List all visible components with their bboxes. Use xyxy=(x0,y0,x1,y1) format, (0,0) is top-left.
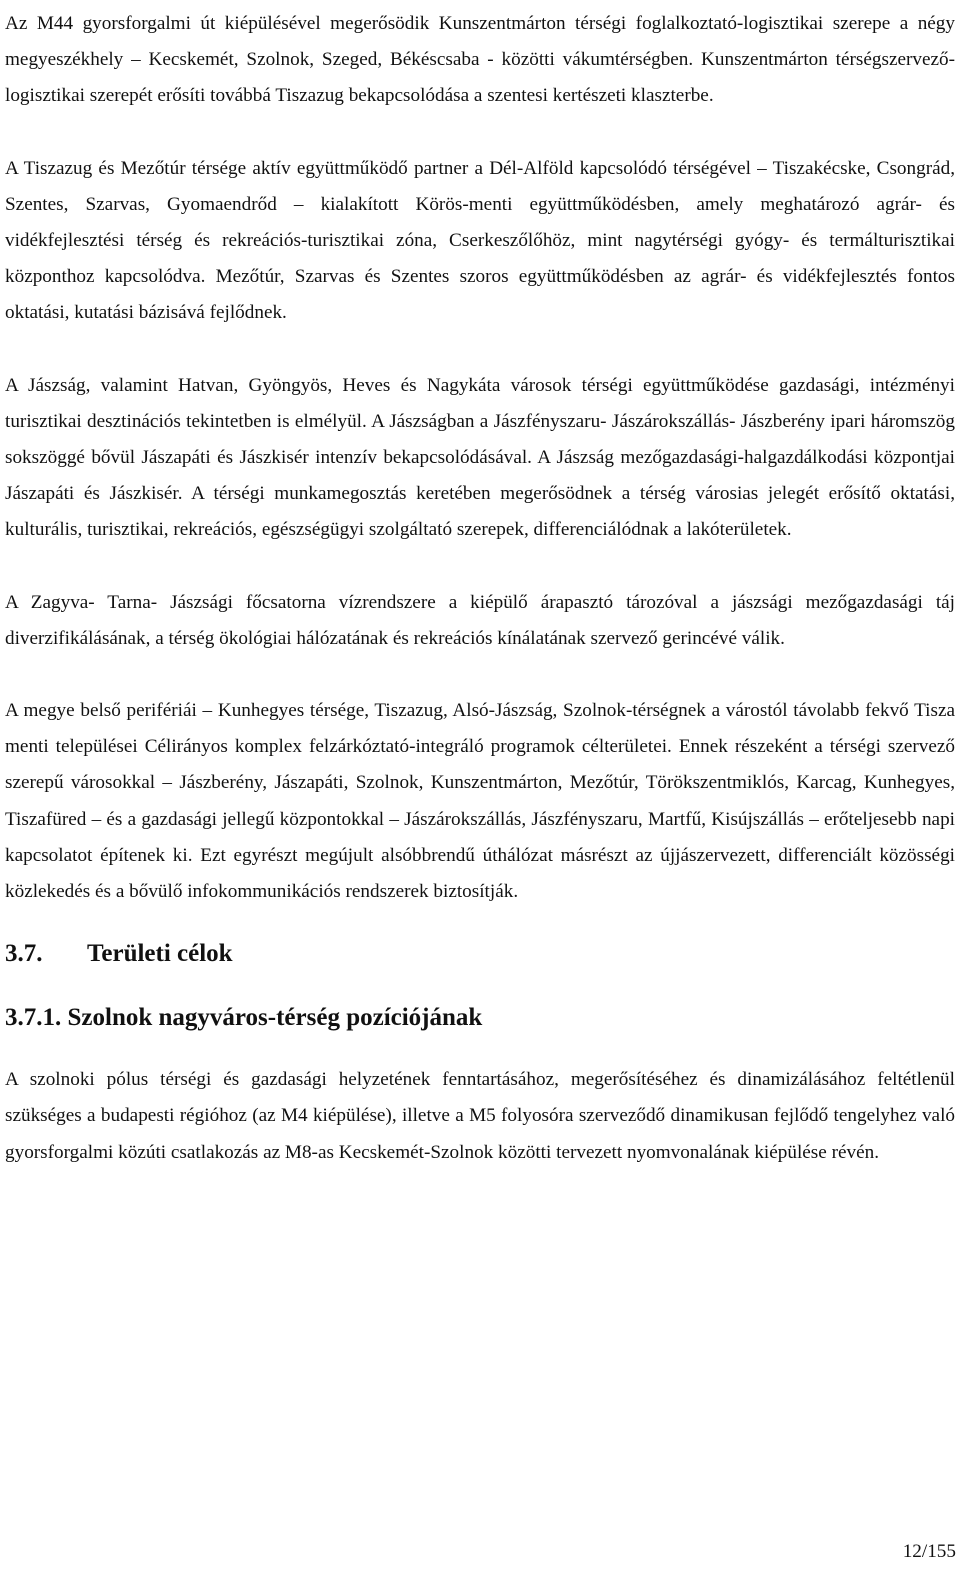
section-heading xyxy=(5,934,955,974)
paragraph-jaszsag: A Jászság, valamint Hatvan, Gyöngyös, Heves és Nagykáta városok térségi együttműködése gazdasági, intézményi turisztikai desztinációs tekintetben is elmélyül. A Jászságban a Jászfényszaru- Jászárokszállás- Jászberény ipari háromszög sokszöggé bővül Jászapáti és Jászkisér intenzív bekapcsolódásával. A Jászság mezőgazdasági-halgazdálkodási központjai Jászapáti és Jászkisér. A térségi munkamegosztás keretében megerősödnek a térség városias jelegét erősítő oktatási, kulturális, turisztikai, rekreációs, egészségügyi szolgáltató szerepek, differenciálódnak a lakóterületek. xyxy=(5,374,955,541)
paragraph-m44-kunszentmarton: Az M44 gyorsforgalmi út kiépülésével megerősödik Kunszentmárton térségi foglalkoztató-logisztikai szerepe a négy megyeszékhely – Kecskemét, Szolnok, Szeged, Békéscsaba - közötti vákumtérségben. Kunszentmárton térségszervező-logisztikai szerepét erősíti továbbá Tiszazug bekapcsolódása a szentesi kertészeti klaszterbe. xyxy=(5,13,955,107)
paragraph-spacer xyxy=(5,332,955,368)
heading-spacer xyxy=(5,910,955,934)
subsection-number: 3.7.1. xyxy=(5,1004,62,1032)
section-title: Területi célok xyxy=(87,940,233,968)
section-number: 3.7. xyxy=(5,940,43,968)
paragraph-spacer xyxy=(5,657,955,693)
page-number: 12/155 xyxy=(902,1541,956,1562)
subsection-title: Szolnok nagyváros-térség pozíciójának xyxy=(67,1004,483,1032)
paragraph-spacer xyxy=(5,549,955,585)
heading-spacer xyxy=(5,1038,955,1062)
subsection-heading xyxy=(5,998,955,1038)
paragraph-belso-periferiak: A megye belső perifériái – Kunhegyes térsége, Tiszazug, Alsó-Jászság, Szolnok-térségnek a várostól távolabb fekvő Tisza menti települései Célirányos komplex felzárkóztató-integráló programok célterületei. Ennek részeként a térségi szervező szerepű városokkal – Jászberény, Jászapáti, Szolnok, Kunszentmárton, Mezőtúr, Törökszentmiklós, Karcag, Kunhegyes, Tiszafüred – és a gazdasági jellegű központokkal – Jászárokszállás, Jászfényszaru, Martfű, Kisújszállás – erőteljesebb napi kapcsolatot építenek ki. Ezt egyrészt megújult alsóbbrendű úthálózat másrészt az újjászervezett, differenciált közösségi közlekedés és a bővülő infokommunikációs rendszerek biztosítják. xyxy=(5,700,955,903)
document-body xyxy=(5,6,955,1171)
heading-spacer xyxy=(5,974,955,998)
paragraph-spacer xyxy=(5,115,955,151)
paragraph-szolnoki-polus: A szolnoki pólus térségi és gazdasági helyzetének fenntartásához, megerősítéséhez és dinamizálásához feltétlenül szükséges a budapesti régióhoz (az M4 kiépülése), illetve a M5 folyosóra szerveződő dinamikusan fejlődő tengelyhez való gyorsforgalmi közúti csatlakozás az M8-as Kecskemét-Szolnok közötti tervezett nyomvonalának kiépülése révén. xyxy=(5,1069,955,1163)
paragraph-zagyva-tarna: A Zagyva- Tarna- Jászsági főcsatorna vízrendszere a kiépülő árapasztó tározóval a jászsági mezőgazdasági táj diverzifikálásának, a térség ökológiai hálózatának és rekreációs kínálatának szervező gerincévé válik. xyxy=(5,591,955,649)
paragraph-tiszazug-mezotur: A Tiszazug és Mezőtúr térsége aktív együttműködő partner a Dél-Alföld kapcsolódó térségével – Tiszakécske, Csongrád, Szentes, Szarvas, Gyomaendrőd – kialakított Körös-menti együttműködésben, amely meghatározó agrár- és vidékfejlesztési térség és rekreációs-turisztikai zóna, Cserkeszőlőhöz, mint nagytérségi gyógy- és termálturisztikai központhoz kapcsolódva. Mezőtúr, Szarvas és Szentes szoros együttműködésben az agrár- és vidékfejlesztés fontos oktatási, kutatási bázisává fejlődnek. xyxy=(5,157,955,324)
